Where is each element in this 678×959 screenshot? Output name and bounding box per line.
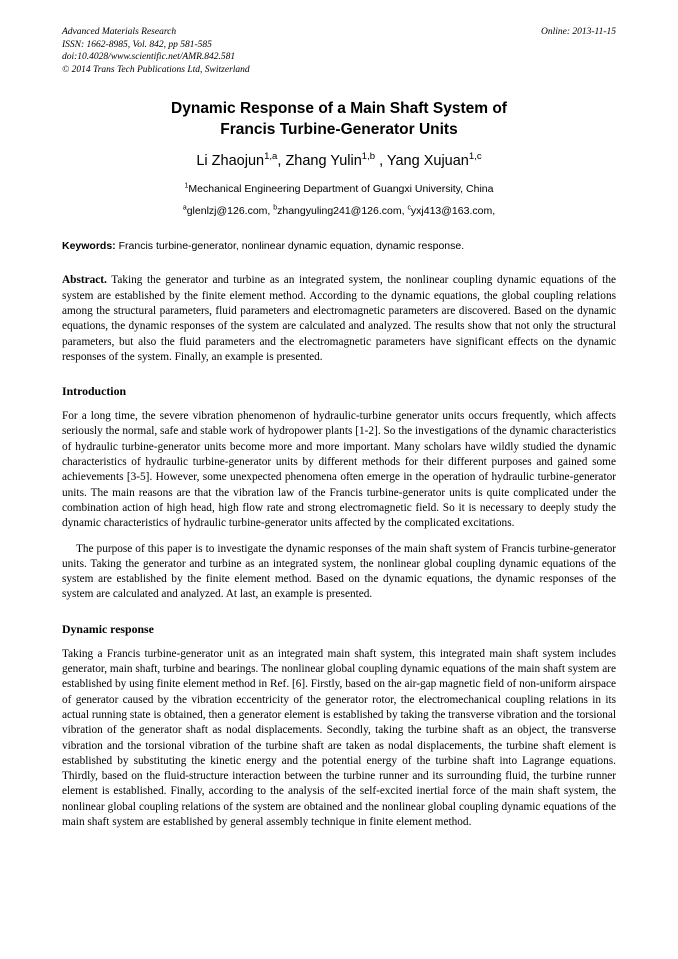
keywords-text: Francis turbine-generator, nonlinear dynamic equation, dynamic response. xyxy=(115,240,465,253)
dynamic-response-paragraph-1: Taking a Francis turbine-generator unit as an integrated main shaft system, this integrated main shaft system includes generator, main shaft, turbine and bearings. The nonlinear global coupling dynamic equations of the main shaft system are established by using finite element method in Ref. [6]. Firstly, based on the air-gap magnetic field of non-uniform airspace of generator caused by the vibration eccentricity of the generator rotor, the electromechanical coupling relations in its actual running state is obtained, then a generator element is established by taking the transverse vibration and the torsional vibration of the generator shaft as nodal displacements. Secondly, taking the turbine shaft as an object, the transverse vibration and the torsional vibration of the turbine shaft are taken as nodal displacements, the turbine shaft element is established by substituting the kinetic energy and the potential energy of the turbine shaft into Lagrange equations. Thirdly, based on the fluid-structure interaction between the turbine runner and its surrounding fluid, the turbine runner element is established. Finally, according to the analysis of the self-excited inertial force of the main shaft system, the nonlinear global coupling relations of the system are obtained and the nonlinear global coupling dynamic equations of the main shaft system are established by general assembly technique in finite element method. xyxy=(62,647,617,828)
author-sep-1: , xyxy=(277,153,286,170)
section-heading-introduction: Introduction xyxy=(62,384,127,399)
keywords-line xyxy=(62,239,616,254)
email-b: zhangyuling241@126.com, xyxy=(277,205,408,218)
affiliation xyxy=(62,183,616,195)
title-line-1: Dynamic Response of a Main Shaft System of xyxy=(171,100,507,118)
author-2-sup: 1,b xyxy=(361,151,376,163)
header-doi: doi:10.4028/www.scientific.net/AMR.842.581 xyxy=(62,52,236,63)
introduction-paragraph-2: The purpose of this paper is to investigate the dynamic responses of the main shaft system of Francis turbine-generator units. Taking the generator and turbine as an integrated system, the nonlinear global coupling dynamic equations of the system are established by the finite element method. Based on the dynamic equations, the dynamic responses of the system are calculated and analyzed. At last, an example is presented. xyxy=(62,542,616,601)
author-2-name: Zhang Yulin xyxy=(285,153,362,170)
author-list xyxy=(62,153,616,169)
affiliation-text: Mechanical Engineering Department of Guangxi University, China xyxy=(188,183,494,196)
title-line-2: Francis Turbine-Generator Units xyxy=(220,121,458,139)
keywords-label: Keywords: xyxy=(62,240,116,253)
author-1-sup: 1,a xyxy=(264,151,278,163)
email-c: yxj413@163.com, xyxy=(410,205,496,218)
page-title xyxy=(62,98,616,140)
abstract-label: Abstract. xyxy=(62,274,107,287)
header-issn: ISSN: 1662-8985, Vol. 842, pp 581-585 xyxy=(62,39,212,50)
introduction-paragraph-1: For a long time, the severe vibration phenomenon of hydraulic-turbine generator units occurs frequently, which affects seriously the normal, safe and stable work of hydropower plants [1-2]. So the investigations of the dynamic characteristics of hydraulic turbine-generator units become more and more important. Many scholars have wildly studied the dynamic characteristics of hydraulic turbine-generator units by different methods for their different purposes and gained some achievements [3-5]. However, some unexpected phenomena often emerge in the operation of hydraulic turbine-generator units. The main reasons are that the vibration law of the Francis turbine-generator units is quite complicated under the combination action of high head, high flow rate and strong electromagnetic field. So it is necessary to deeply study the dynamic characteristics of hydraulic turbine-generator units affected by the complicated excitations. xyxy=(62,410,616,530)
header-online-date: Online: 2013-11-15 xyxy=(540,27,616,37)
author-sep-2: , xyxy=(375,153,387,170)
email-sup-a: a xyxy=(182,204,187,212)
email-sup-b: b xyxy=(273,204,278,212)
author-3-sup: 1,c xyxy=(468,151,482,163)
header-journal: Advanced Materials Research xyxy=(62,27,177,37)
affiliation-sup: 1 xyxy=(184,182,189,190)
abstract-text: Taking the generator and turbine as an integrated system, the nonlinear coupling dynamic equations of the system are established by the finite element method. According to the dynamic equations, the global coupling relations among the structural parameters, fluid parameters and electromagnetic parameters are discovered. Based on the dynamic equations, the dynamic responses of the system are calculated and analyzed. The results show that not only the structural parameters, but also the fluid parameters and the electromagnetic parameters have significant effects on the dynamic responses of the system. Finally, an example is presented. xyxy=(62,274,616,363)
header-copyright: © 2014 Trans Tech Publications Ltd, Switzerland xyxy=(62,64,250,75)
author-1-name: Li Zhaojun xyxy=(196,153,265,170)
section-heading-dynamic-response: Dynamic response xyxy=(62,621,154,636)
email-a: glenlzj@126.com, xyxy=(186,205,274,218)
author-emails xyxy=(62,205,616,217)
abstract xyxy=(62,273,616,365)
page-header xyxy=(62,26,616,76)
author-3-name: Yang Xujuan xyxy=(386,153,469,170)
email-sup-c: c xyxy=(407,204,411,212)
